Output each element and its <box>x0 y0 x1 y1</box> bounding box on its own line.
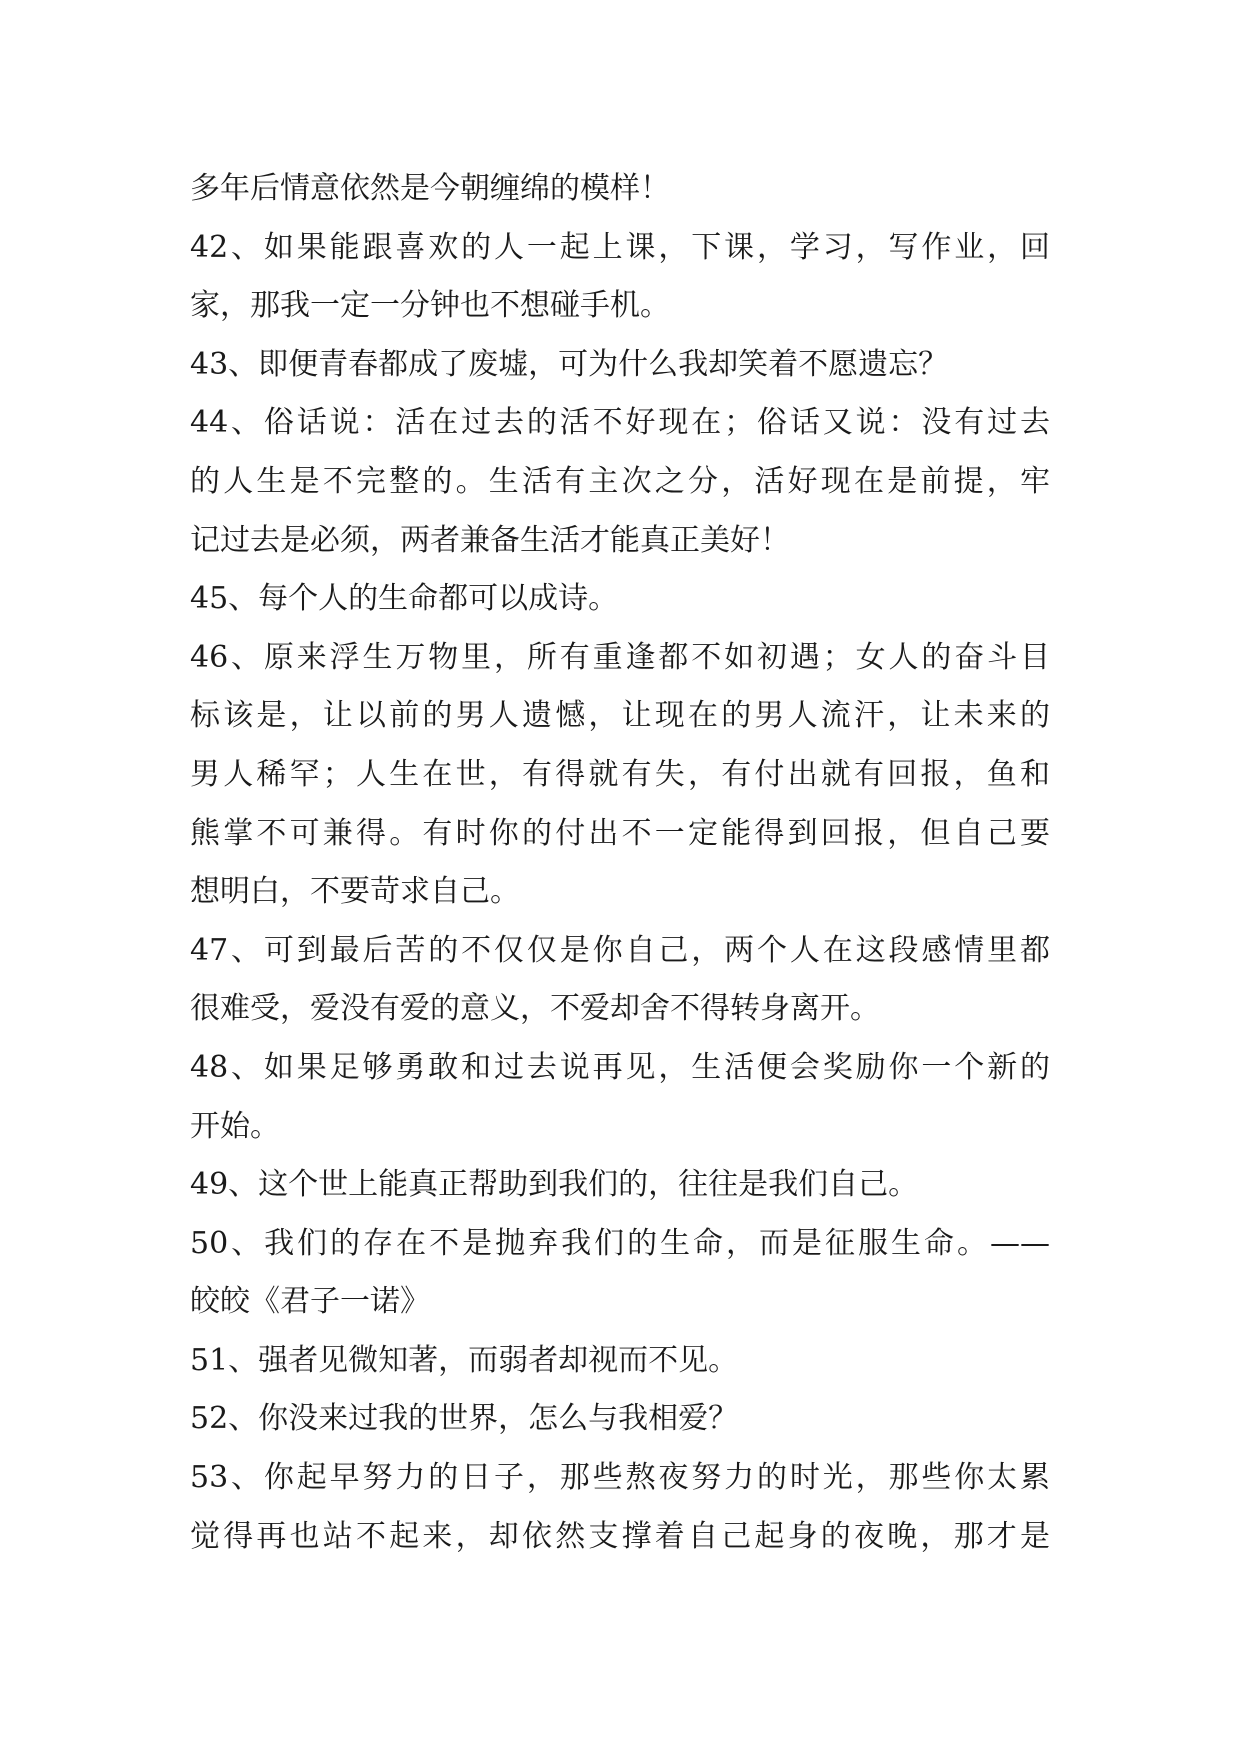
text-line: 51、强者见微知著，而弱者却视而不见。 <box>190 1342 739 1378</box>
text-line: 熊掌不可兼得。有时你的付出不一定能得到回报，但自己要 <box>190 815 1050 851</box>
text-line: 觉得再也站不起来，却依然支撑着自己起身的夜晚，那才是 <box>190 1518 1050 1554</box>
text-line: 46、原来浮生万物里，所有重逢都不如初遇；女人的奋斗目 <box>190 639 1050 675</box>
text-line: 记过去是必须，两者兼备生活才能真正美好！ <box>190 522 790 558</box>
text-line: 多年后情意依然是今朝缠绵的模样！ <box>190 171 670 206</box>
text-line: 家，那我一定一分钟也不想碰手机。 <box>190 288 670 324</box>
text-line: 45、每个人的生命都可以成诗。 <box>190 581 619 617</box>
text-line: 48、如果足够勇敢和过去说再见，生活便会奖励你一个新的 <box>190 1049 1050 1085</box>
text-line: 47、可到最后苦的不仅仅是你自己，两个人在这段感情里都 <box>190 932 1050 968</box>
text-line: 42、如果能跟喜欢的人一起上课，下课，学习，写作业，回 <box>190 229 1050 265</box>
text-line: 想明白，不要苛求自己。 <box>190 874 520 910</box>
text-line: 43、即便青春都成了废墟，可为什么我却笑着不愿遗忘？ <box>190 346 949 382</box>
text-line: 男人稀罕；人生在世，有得就有失，有付出就有回报，鱼和 <box>190 756 1050 792</box>
text-line: 53、你起早努力的日子，那些熬夜努力的时光，那些你太累 <box>190 1460 1050 1496</box>
text-line: 49、这个世上能真正帮助到我们的，往往是我们自己。 <box>190 1167 919 1203</box>
text-line: 很难受，爱没有爱的意义，不爱却舍不得转身离开。 <box>190 991 880 1027</box>
text-line: 皎皎《君子一诺》 <box>190 1284 430 1320</box>
text-line: 52、你没来过我的世界，怎么与我相爱？ <box>190 1401 739 1437</box>
text-line: 开始。 <box>190 1108 280 1144</box>
text-line: 的人生是不完整的。生活有主次之分，活好现在是前提，牢 <box>190 463 1050 499</box>
text-line: 50、我们的存在不是抛弃我们的生命，而是征服生命。—— <box>190 1225 1050 1261</box>
text-line: 44、俗话说：活在过去的活不好现在；俗话又说：没有过去 <box>190 405 1050 441</box>
document-body <box>190 160 1050 1566</box>
text-line: 标该是，让以前的男人遗憾，让现在的男人流汗，让未来的 <box>190 698 1050 734</box>
